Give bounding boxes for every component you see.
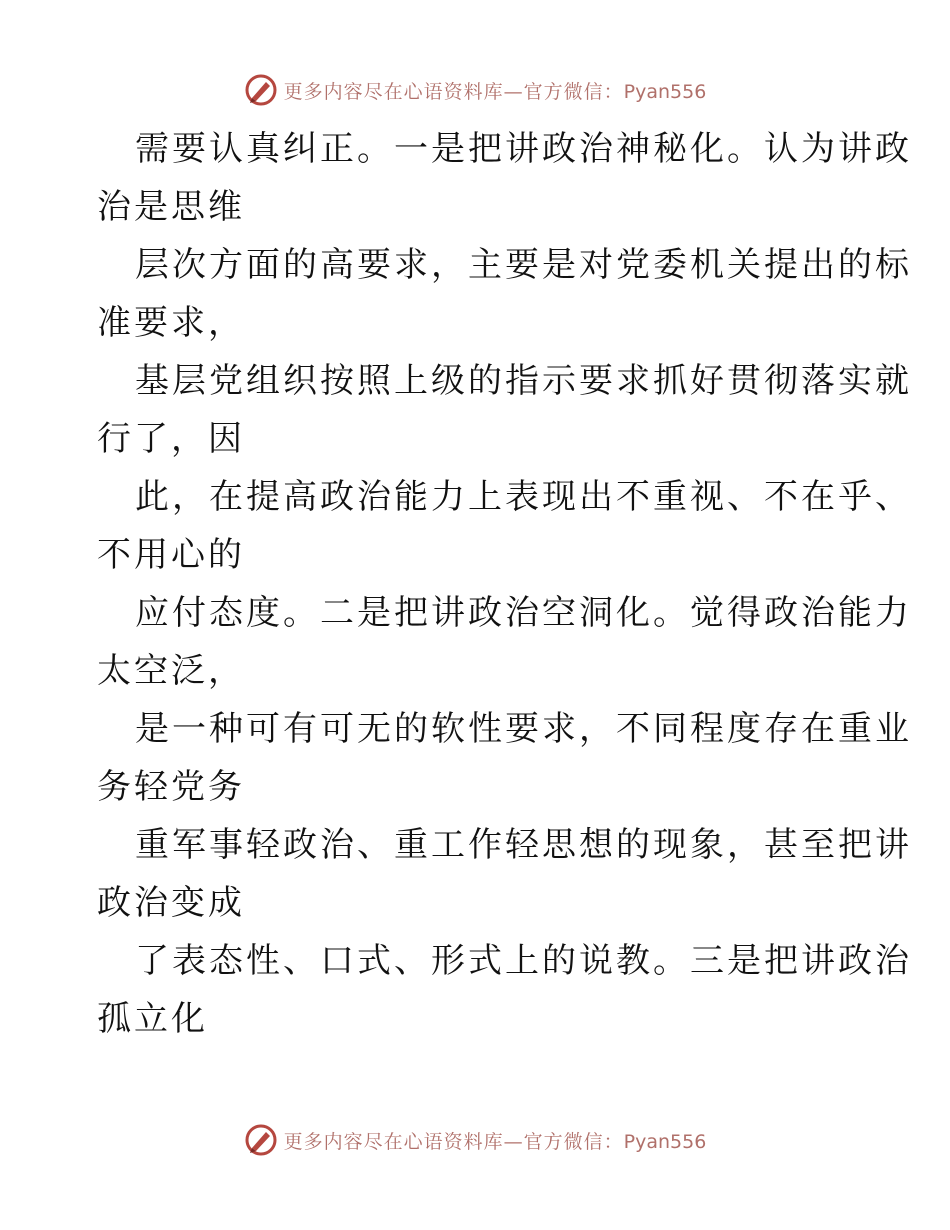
paragraph-line: 基层党组织按照上级的指示要求抓好贯彻落实就 bbox=[135, 361, 912, 401]
paragraph-line: 重军事轻政治、重工作轻思想的现象，甚至把讲 bbox=[135, 825, 912, 865]
footer-banner-text bbox=[284, 1127, 707, 1154]
paragraph-line: 务轻党务 bbox=[97, 767, 245, 807]
paragraph-line: 了表态性、口式、形式上的说教。三是把讲政治 bbox=[135, 941, 912, 981]
paragraph-line: 行了，因 bbox=[97, 419, 245, 459]
paragraph-line: 此，在提高政治能力上表现出不重视、不在乎、 bbox=[135, 477, 912, 517]
paragraph bbox=[97, 468, 912, 584]
paragraph bbox=[97, 700, 912, 816]
paragraph-line: 层次方面的高要求，主要是对党委机关提出的标 bbox=[135, 245, 912, 285]
paragraph-line: 应付态度。二是把讲政治空洞化。觉得政治能力 bbox=[135, 593, 912, 633]
footer-banner-handle: Pyan556 bbox=[623, 1130, 707, 1153]
footer-banner bbox=[0, 1120, 950, 1160]
paragraph-line: 孤立化 bbox=[97, 999, 208, 1039]
paragraph-line: 政治变成 bbox=[97, 883, 245, 923]
header-banner-text bbox=[284, 77, 707, 104]
paragraph bbox=[97, 584, 912, 700]
paragraph bbox=[97, 816, 912, 932]
pen-logo-icon bbox=[244, 1123, 278, 1157]
paragraph bbox=[97, 352, 912, 468]
paragraph-line: 不用心的 bbox=[97, 535, 245, 575]
paragraph-line: 是一种可有可无的软性要求，不同程度存在重业 bbox=[135, 709, 912, 749]
header-banner-label: 更多内容尽在心语资料库—官方微信： bbox=[283, 80, 624, 103]
paragraph bbox=[97, 120, 912, 236]
paragraph-line: 准要求， bbox=[97, 303, 245, 343]
document-body bbox=[97, 120, 912, 1048]
paragraph bbox=[97, 932, 912, 1048]
paragraph bbox=[97, 236, 912, 352]
paragraph-line: 治是思维 bbox=[97, 187, 245, 227]
header-banner bbox=[0, 70, 950, 110]
paragraph-line: 太空泛， bbox=[97, 651, 245, 691]
header-banner-handle: Pyan556 bbox=[623, 80, 707, 103]
paragraph-line: 需要认真纠正。一是把讲政治神秘化。认为讲政 bbox=[135, 129, 912, 169]
footer-banner-label: 更多内容尽在心语资料库—官方微信： bbox=[283, 1130, 624, 1153]
pen-logo-icon bbox=[244, 73, 278, 107]
